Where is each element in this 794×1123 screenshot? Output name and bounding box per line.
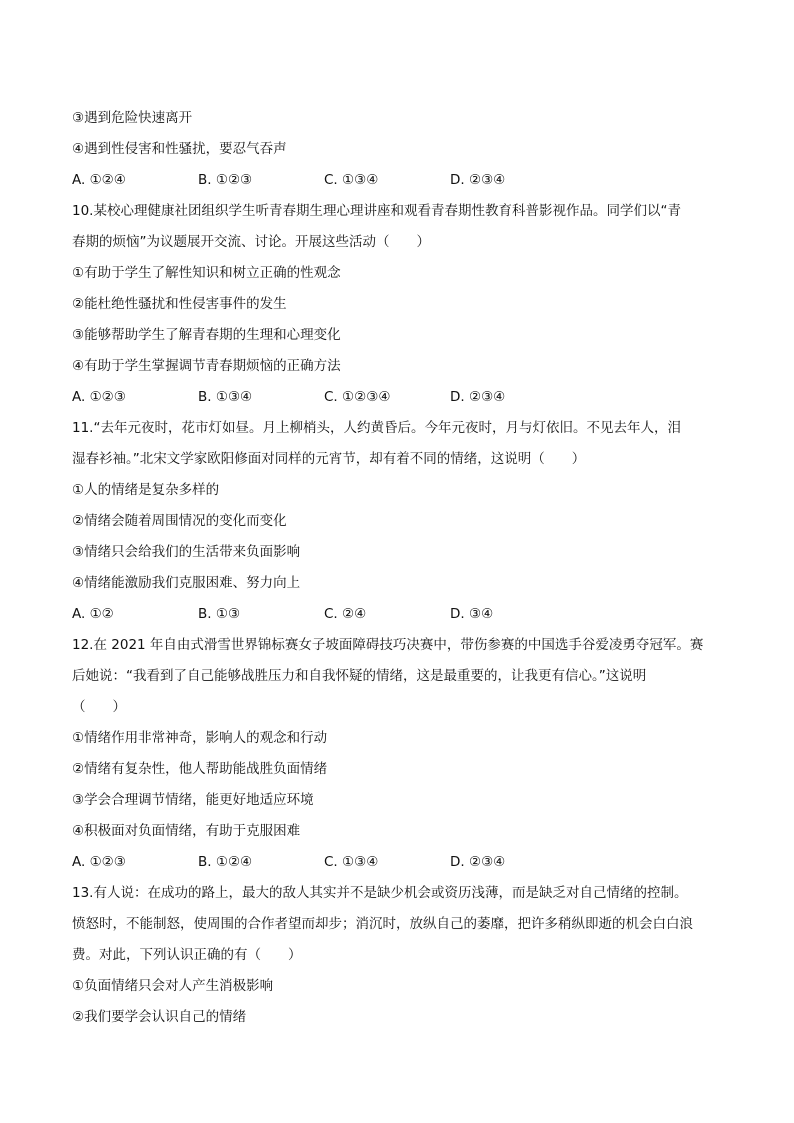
q12-choices (72, 847, 722, 878)
q12-choice-d: D. ②③④ (450, 854, 506, 870)
q9-option-3: ③遇到危险快速离开 (72, 110, 193, 126)
q13-stem-line-1: 13.有人说：在成功的路上，最大的敌人其实并不是缺少机会或资历浅薄，而是缺乏对自己情绪的控制。 (72, 885, 688, 901)
q13-option-2: ②我们要学会认识自己的情绪 (72, 1009, 247, 1025)
q9-choice-c: C. ①③④ (324, 172, 379, 188)
q10-option-3: ③能够帮助学生了解青春期的生理和心理变化 (72, 327, 341, 343)
q10-choice-a: A. ①②③ (72, 389, 126, 405)
q11-choice-a: A. ①② (72, 606, 114, 622)
q13-stem-line-3: 费。对此，下列认识正确的有（ ） (72, 947, 302, 963)
q9-option-4: ④遇到性侵害和性骚扰，要忍气吞声 (72, 141, 287, 157)
q9-choice-a: A. ①②④ (72, 172, 126, 188)
q11-option-2: ②情绪会随着周围情况的变化而变化 (72, 513, 287, 529)
q11-option-4: ④情绪能激励我们克服困难、努力向上 (72, 575, 301, 591)
q11-option-3: ③情绪只会给我们的生活带来负面影响 (72, 544, 301, 560)
q10-stem-line-2: 春期的烦恼”为议题展开交流、讨论。开展这些活动（ ） (72, 234, 430, 250)
q10-choice-c: C. ①②③④ (324, 389, 391, 405)
q12-choice-c: C. ①③④ (324, 854, 379, 870)
q9-choices (72, 165, 722, 196)
q12-stem-line-1: 12.在 2021 年自由式滑雪世界锦标赛女子坡面障碍技巧决赛中，带伤参赛的中国选手谷爱凌勇夺冠军。赛 (72, 637, 704, 653)
q12-choice-b: B. ①②④ (198, 854, 253, 870)
q10-choice-d: D. ②③④ (450, 389, 506, 405)
q11-choice-c: C. ②④ (324, 606, 367, 622)
q11-choice-d: D. ③④ (450, 606, 494, 622)
q12-option-3: ③学会合理调节情绪，能更好地适应环境 (72, 792, 314, 808)
q10-choices (72, 382, 722, 413)
q11-choice-b: B. ①③ (198, 606, 241, 622)
q12-option-2: ②情绪有复杂性，他人帮助能战胜负面情绪 (72, 761, 328, 777)
q13-stem-line-2: 愤怒时，不能制怒，使周围的合作者望而却步；消沉时，放纵自己的萎靡，把许多稍纵即逝的机会白白浪 (72, 916, 693, 932)
q9-choice-d: D. ②③④ (450, 172, 506, 188)
q10-option-4: ④有助于学生掌握调节青春期烦恼的正确方法 (72, 358, 341, 374)
q11-option-1: ①人的情绪是复杂多样的 (72, 482, 220, 498)
q10-stem-line-1: 10.某校心理健康社团组织学生听青春期生理心理讲座和观看青春期性教育科普影视作品。同学们以“青 (72, 203, 681, 219)
q11-stem-line-2: 湿春衫袖。”北宋文学家欧阳修面对同样的元宵节，却有着不同的情绪，这说明（ ） (72, 451, 586, 467)
q13-option-1: ①负面情绪只会对人产生消极影响 (72, 978, 274, 994)
q10-option-2: ②能杜绝性骚扰和性侵害事件的发生 (72, 296, 287, 312)
q11-choices (72, 599, 722, 630)
q10-choice-b: B. ①③④ (198, 389, 253, 405)
q11-stem-line-1: 11.“去年元夜时，花市灯如昼。月上柳梢头，人约黄昏后。今年元夜时，月与灯依旧。不见去年人，泪 (72, 420, 681, 436)
q12-option-4: ④积极面对负面情绪，有助于克服困难 (72, 823, 301, 839)
q12-choice-a: A. ①②③ (72, 854, 126, 870)
q12-stem-line-2: 后她说：“我看到了自己能够战胜压力和自我怀疑的情绪，这是最重要的，让我更有信心。”这说明 (72, 668, 647, 684)
q9-choice-b: B. ①②③ (198, 172, 253, 188)
question-content (72, 103, 722, 1033)
q12-option-1: ①情绪作用非常神奇，影响人的观念和行动 (72, 730, 328, 746)
q12-stem-line-3: （ ） (72, 699, 126, 715)
q10-option-1: ①有助于学生了解性知识和树立正确的性观念 (72, 265, 341, 281)
